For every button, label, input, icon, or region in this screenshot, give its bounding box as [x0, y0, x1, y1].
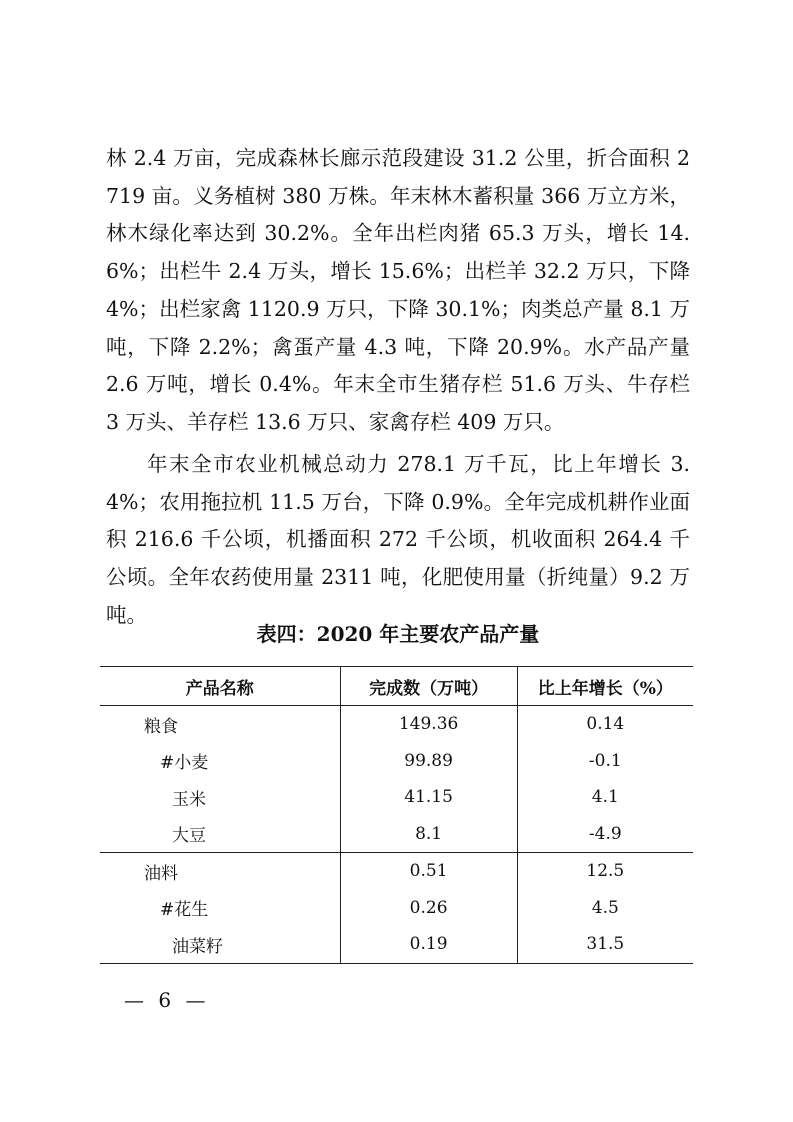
table-row — [100, 816, 693, 853]
header-output: 完成数（万吨） — [340, 667, 517, 706]
row-name: #小麦 — [100, 743, 340, 780]
row-growth: 4.1 — [517, 779, 693, 816]
table-header-row — [100, 667, 693, 706]
header-product-name: 产品名称 — [100, 667, 340, 706]
row-growth: 0.14 — [517, 706, 693, 743]
agri-output-table — [100, 666, 693, 964]
page-number: — 6 — — [124, 988, 210, 1012]
row-growth: 12.5 — [517, 853, 693, 890]
table-title: 表四：2020 年主要农产品产量 — [256, 622, 540, 646]
row-name: 油菜籽 — [100, 926, 340, 963]
row-value: 0.26 — [340, 890, 517, 927]
row-value: 0.19 — [340, 926, 517, 963]
table-row — [100, 779, 693, 816]
row-name: 油料 — [100, 853, 340, 890]
table-row — [100, 926, 693, 963]
table-row — [100, 706, 693, 743]
table-row — [100, 743, 693, 780]
row-name: 粮食 — [100, 706, 340, 743]
row-value: 99.89 — [340, 743, 517, 780]
row-name: 玉米 — [100, 779, 340, 816]
paragraph-forestry-livestock: 林 2.4 万亩，完成森林长廊示范段建设 31.2 公里，折合面积 2719 亩。义务植树 380 万株。年末林木蓄积量 366 万立方米，林木绿化率达到 30.2%。全年出栏肉猪 65.3 万头，增长 14.6%；出栏牛 2.4 万头，增长 15.6%；出栏羊 32.2 万只，下降 4%；出栏家禽 1120.9 万只，下降 30.1%；肉类总产量 8.1 万吨，下降 2.2%；禽蛋产量 4.3 吨，下降 20.9%。水产品产量 2.6 万吨，增长 0.4%。年末全市生猪存栏 51.6 万头、牛存栏 3 万头、羊存栏 13.6 万只、家禽存栏 409 万只。 — [106, 146, 690, 434]
row-name: #花生 — [100, 890, 340, 927]
row-name: 大豆 — [100, 816, 340, 853]
row-growth: 31.5 — [517, 926, 693, 963]
header-growth: 比上年增长（%） — [517, 667, 693, 706]
row-value: 41.15 — [340, 779, 517, 816]
row-value: 8.1 — [340, 816, 517, 853]
row-value: 0.51 — [340, 853, 517, 890]
paragraph-agri-machinery: 年末全市农业机械总动力 278.1 万千瓦，比上年增长 3.4%；农用拖拉机 11.5 万台，下降 0.9%。全年完成机耕作业面积 216.6 千公顷，机播面积 272 千公顷，机收面积 264.4 千公顷。全年农药使用量 2311 吨，化肥使用量（折纯量）9.2 万吨。 — [106, 452, 690, 627]
row-value: 149.36 — [340, 706, 517, 743]
row-growth: -4.9 — [517, 816, 693, 853]
table-row — [100, 890, 693, 927]
row-growth: -0.1 — [517, 743, 693, 780]
row-growth: 4.5 — [517, 890, 693, 927]
table-row — [100, 853, 693, 890]
